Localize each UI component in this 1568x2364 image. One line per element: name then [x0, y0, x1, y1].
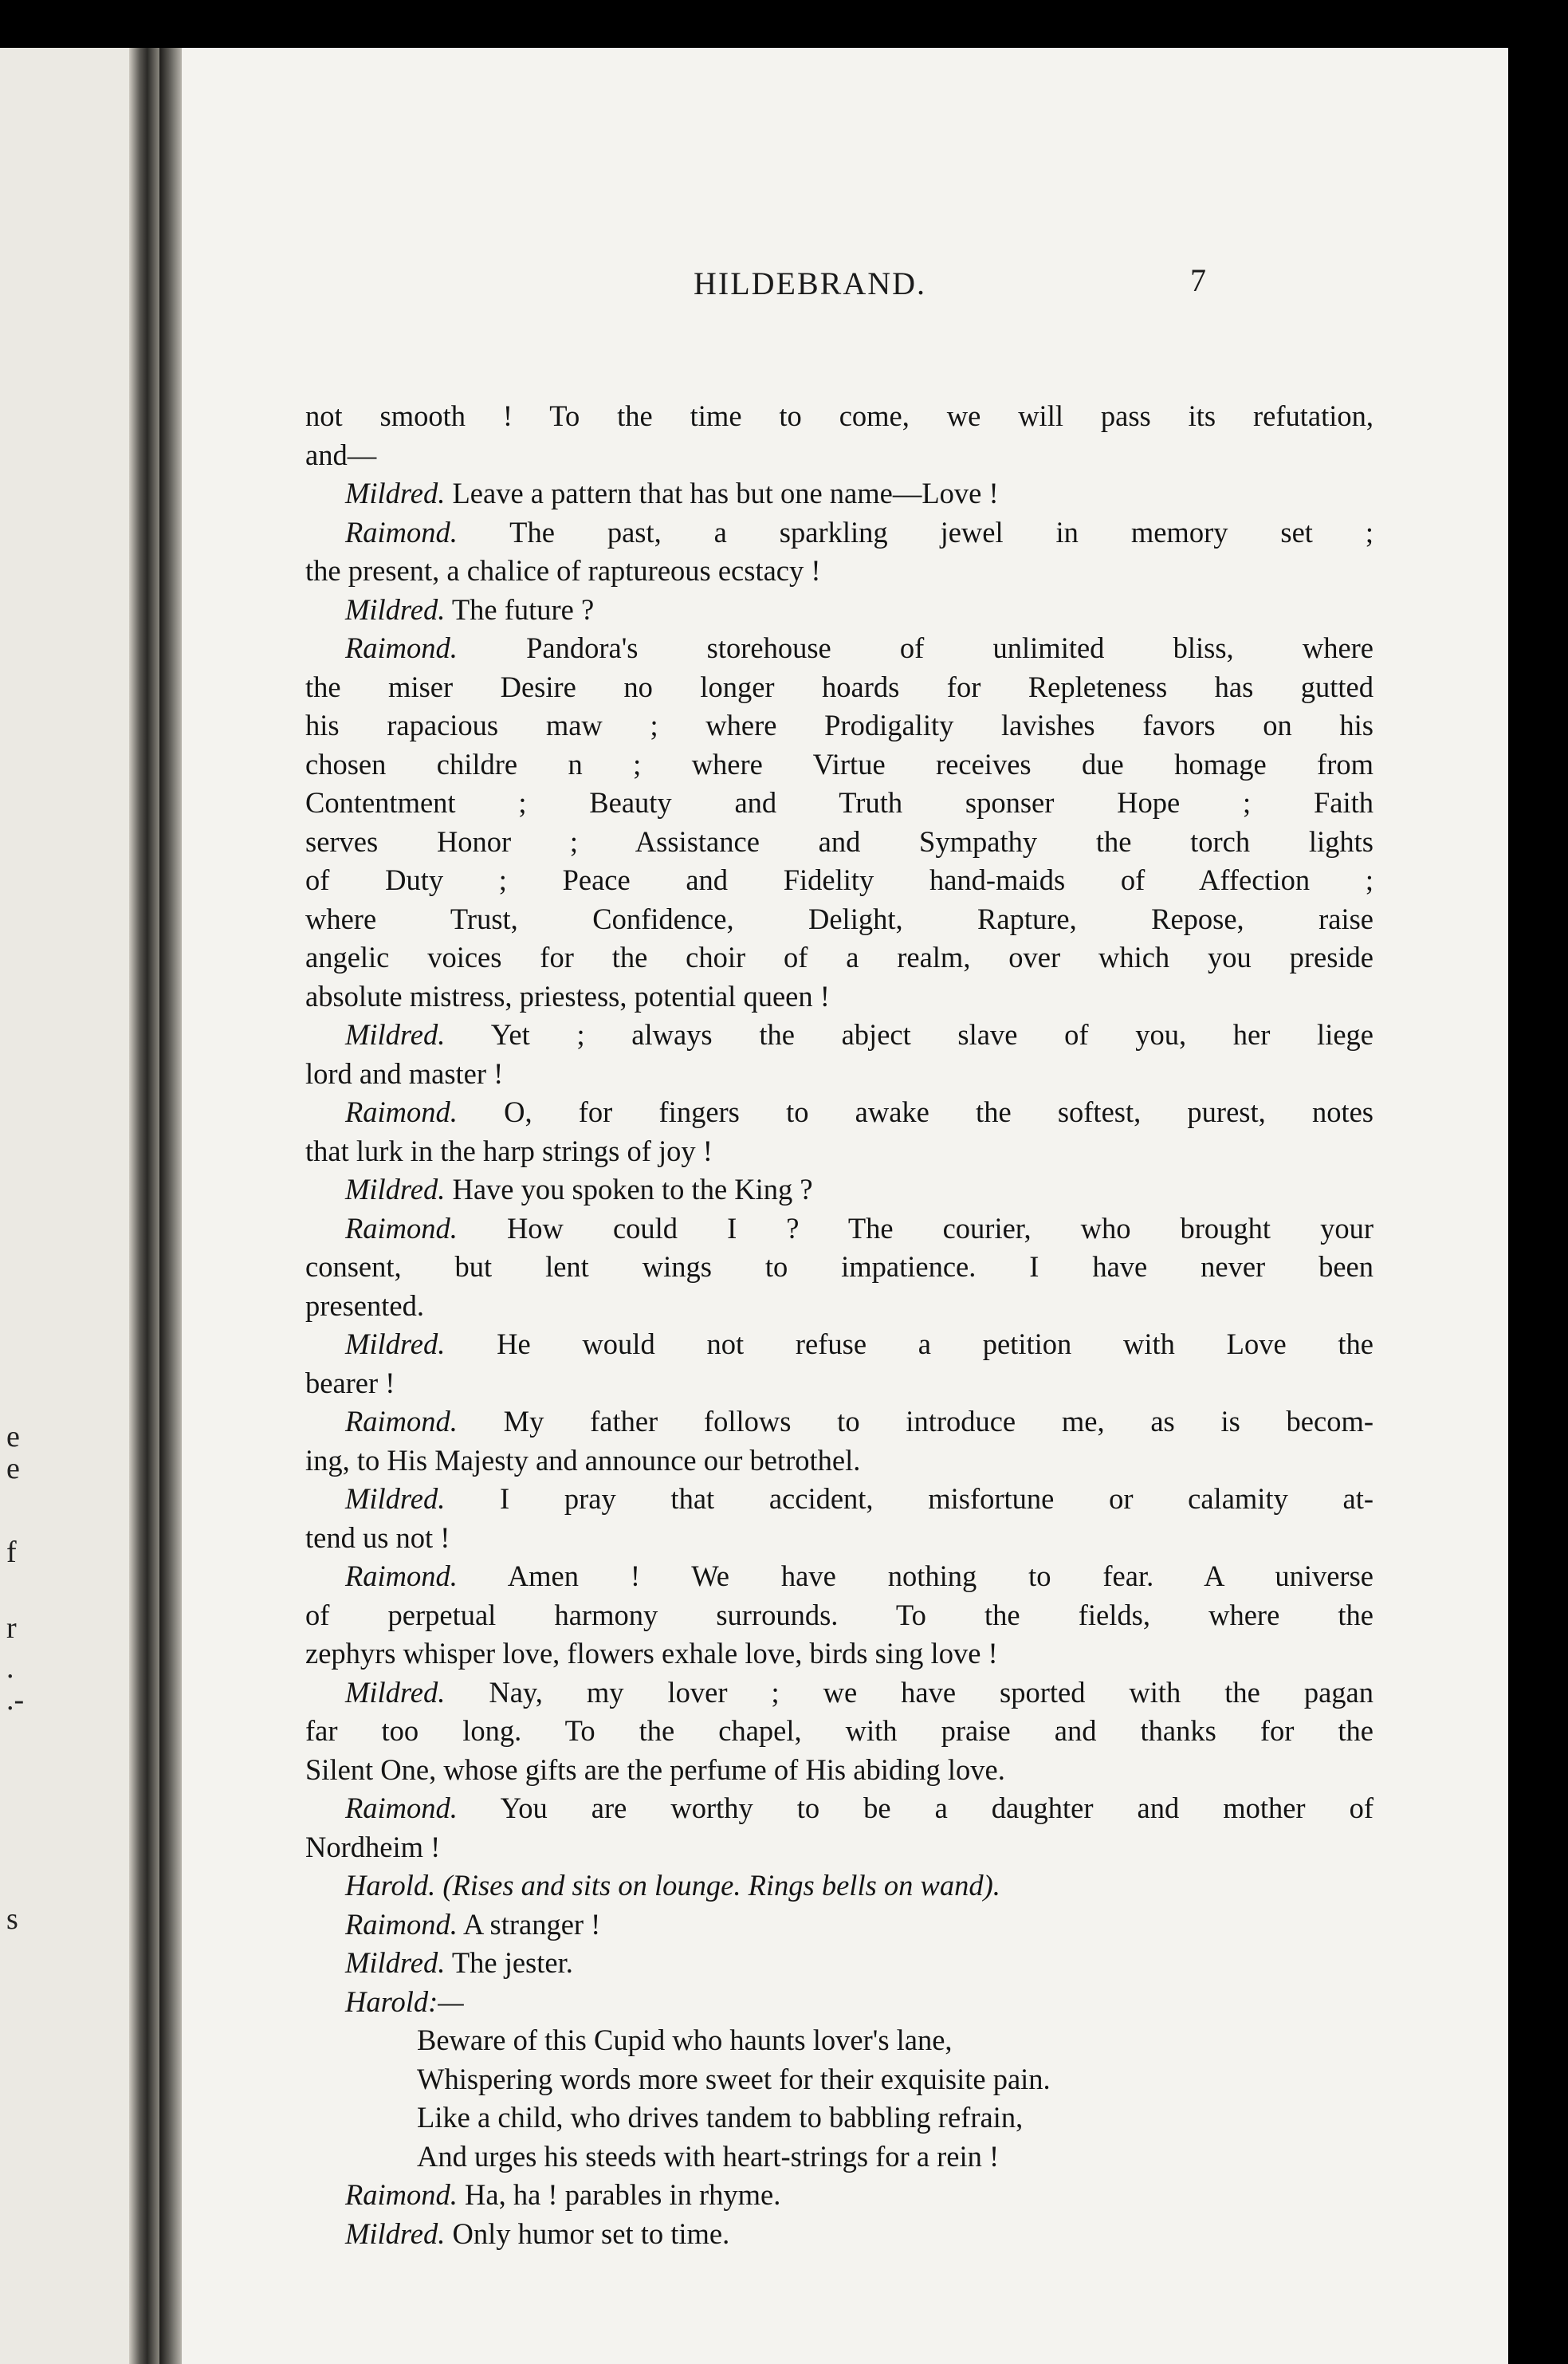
- speaker-name: Raimond.: [345, 631, 458, 664]
- verse-line: [305, 2060, 1373, 2099]
- dialogue-line: [305, 1674, 1373, 1713]
- text-line: [305, 1055, 1373, 1094]
- page-gutter: [129, 48, 159, 2364]
- line-text: absolute mistress, priestess, potential queen !: [305, 979, 830, 1013]
- dialogue-line: [305, 1170, 1373, 1210]
- text-line: [305, 1828, 1373, 1867]
- edge-char: r: [6, 1611, 17, 1645]
- line-text: He would not refuse a petition with Love the: [445, 1328, 1373, 1360]
- speaker-name: Mildred.: [345, 2216, 446, 2250]
- verse-line: [305, 2138, 1373, 2177]
- line-text: Contentment ; Beauty and Truth sponser Hope ; Faith: [305, 786, 1373, 819]
- text-line: [305, 1712, 1373, 1751]
- speaker-name: Mildred.: [345, 477, 446, 509]
- line-text: My father follows to introduce me, as is becom-: [457, 1405, 1373, 1438]
- line-text: serves Honor ; Assistance and Sympathy the torch lights: [305, 824, 1373, 858]
- line-text: not smooth ! To the time to come, we will pass its refutation,: [305, 399, 1373, 432]
- speaker-name: Raimond.: [345, 1907, 458, 1941]
- line-text: ing, to His Majesty and announce our betrothel.: [305, 1443, 861, 1477]
- text-line: [305, 1751, 1373, 1790]
- line-text: Silent One, whose gifts are the perfume of His abiding love.: [305, 1752, 1005, 1786]
- line-text: consent, but lent wings to impatience. I have never been: [305, 1250, 1373, 1283]
- speaker-name: Mildred.: [345, 1018, 446, 1051]
- dialogue-line: [305, 1944, 1373, 1983]
- line-text: and—: [305, 438, 377, 471]
- dialogue-line: [305, 2215, 1373, 2254]
- line-text: Have you spoken to the King ?: [445, 1173, 813, 1206]
- book-page: [159, 48, 1508, 2364]
- facing-page-edge: [0, 48, 159, 2364]
- line-text: The past, a sparkling jewel in memory set ;: [457, 515, 1373, 549]
- dialogue-line: [305, 1016, 1373, 1055]
- text-line: [305, 977, 1373, 1017]
- edge-char: .-: [6, 1683, 25, 1717]
- line-text: Leave a pattern that has but one name—Love !: [445, 477, 999, 509]
- edge-char: e: [6, 1420, 20, 1453]
- line-text: Nay, my lover ; we have sported with the pagan: [445, 1675, 1373, 1709]
- dialogue-line: [305, 1210, 1373, 1249]
- running-head: HILDEBRAND.: [694, 266, 926, 301]
- dialogue-line: [305, 513, 1373, 553]
- text-line: [305, 397, 1373, 436]
- speaker-name: Raimond.: [345, 1211, 458, 1245]
- dialogue-line: [305, 1480, 1373, 1519]
- play-text: [305, 397, 1373, 2253]
- speaker-name: Raimond.: [345, 2178, 458, 2211]
- line-text: tend us not !: [305, 1520, 450, 1554]
- text-line: [305, 1634, 1373, 1674]
- line-text: chosen childre n ; where Virtue receives due homage from: [305, 747, 1373, 781]
- speaker-name: Mildred.: [345, 1173, 446, 1206]
- dialogue-line: [305, 1789, 1373, 1828]
- text-line: [305, 1596, 1373, 1635]
- speaker-name: Mildred.: [345, 592, 446, 626]
- speaker-name: Raimond.: [345, 1405, 458, 1438]
- text-line: [305, 784, 1373, 823]
- line-text: You are worthy to be a daughter and mother of: [457, 1792, 1373, 1824]
- line-text: Like a child, who drives tandem to babbling refrain,: [417, 2101, 1024, 2134]
- text-line: [305, 900, 1373, 939]
- line-text: Whispering words more sweet for their exquisite pain.: [417, 2062, 1051, 2095]
- line-text: O, for fingers to awake the softest, purest, notes: [457, 1095, 1373, 1128]
- speaker-name: Harold.: [345, 1869, 436, 1902]
- dialogue-line: [305, 1093, 1373, 1132]
- text-line: [305, 1519, 1373, 1558]
- text-line: [305, 1132, 1373, 1171]
- line-text: Only humor set to time.: [445, 2216, 730, 2250]
- line-text: Nordheim !: [305, 1830, 441, 1863]
- dialogue-line: [305, 591, 1373, 630]
- line-text: zephyrs whisper love, flowers exhale love, birds sing love !: [305, 1637, 998, 1670]
- text-line: [305, 1442, 1373, 1481]
- line-text: Yet ; always the abject slave of you, her liege: [445, 1018, 1373, 1051]
- dialogue-line: [305, 1983, 1373, 2022]
- dialogue-line: [305, 1557, 1373, 1596]
- line-text: the present, a chalice of raptureous ecstacy !: [305, 554, 821, 587]
- line-text: The jester.: [445, 1946, 573, 1979]
- dialogue-line: [305, 1906, 1373, 1945]
- line-text: Amen ! We have nothing to fear. A universe: [457, 1560, 1373, 1592]
- speaker-name: Raimond.: [345, 1792, 458, 1824]
- text-line: [305, 938, 1373, 977]
- line-text: that lurk in the harp strings of joy !: [305, 1134, 713, 1167]
- speaker-name: Harold:—: [345, 1984, 464, 2018]
- line-text: Beware of this Cupid who haunts lover's lane,: [417, 2024, 953, 2056]
- line-text: far too long. To the chapel, with praise and thanks for the: [305, 1714, 1373, 1747]
- verse-line: [305, 2021, 1373, 2060]
- speaker-name: Mildred.: [345, 1946, 446, 1979]
- text-line: [305, 1248, 1373, 1287]
- dialogue-line: [305, 1866, 1373, 1906]
- speaker-name: Raimond.: [345, 515, 458, 549]
- page-binding: [159, 48, 182, 2364]
- speaker-name: Mildred.: [345, 1482, 446, 1515]
- text-line: [305, 1287, 1373, 1326]
- line-text: angelic voices for the choir of a realm, over which you preside: [305, 941, 1373, 974]
- text-line: [305, 706, 1373, 745]
- dialogue-line: [305, 1325, 1373, 1364]
- line-text: presented.: [305, 1288, 424, 1322]
- dialogue-line: [305, 1402, 1373, 1442]
- line-text: And urges his steeds with heart-strings for a rein !: [417, 2139, 1000, 2173]
- line-text: How could I ? The courier, who brought your: [457, 1211, 1373, 1245]
- text-line: [305, 745, 1373, 785]
- text-line: [305, 436, 1373, 475]
- line-text: Pandora's storehouse of unlimited bliss, where: [457, 631, 1373, 664]
- dialogue-line: [305, 629, 1373, 668]
- text-line: [305, 861, 1373, 900]
- page-number: 7: [1190, 262, 1206, 298]
- text-line: [305, 668, 1373, 707]
- edge-char: e: [6, 1452, 20, 1485]
- speaker-name: Mildred.: [345, 1675, 446, 1709]
- line-text: the miser Desire no longer hoards for Repleteness has gutted: [305, 670, 1373, 703]
- line-text: I pray that accident, misfortune or calamity at-: [445, 1482, 1373, 1515]
- text-line: [305, 1364, 1373, 1403]
- dialogue-line: [305, 2176, 1373, 2215]
- text-line: [305, 552, 1373, 591]
- edge-char: s: [6, 1902, 18, 1936]
- line-text: of Duty ; Peace and Fidelity hand-maids of Affection ;: [305, 863, 1373, 896]
- text-line: [305, 823, 1373, 862]
- speaker-name: Raimond.: [345, 1560, 458, 1592]
- line-text: lord and master !: [305, 1056, 504, 1090]
- edge-char: .: [6, 1651, 14, 1685]
- line-text: The future ?: [445, 592, 595, 626]
- line-text: Ha, ha ! parables in rhyme.: [457, 2178, 781, 2211]
- edge-char: f: [6, 1536, 17, 1569]
- line-text: of perpetual harmony surrounds. To the fields, where the: [305, 1598, 1373, 1631]
- line-text: (Rises and sits on lounge. Rings bells on wand).: [435, 1869, 1000, 1902]
- line-text: his rapacious maw ; where Prodigality lavishes favors on his: [305, 709, 1373, 741]
- verse-line: [305, 2098, 1373, 2138]
- line-text: A stranger !: [457, 1907, 601, 1941]
- line-text: where Trust, Confidence, Delight, Rapture, Repose, raise: [305, 902, 1373, 935]
- speaker-name: Mildred.: [345, 1328, 446, 1360]
- dialogue-line: [305, 474, 1373, 513]
- line-text: bearer !: [305, 1366, 395, 1399]
- speaker-name: Raimond.: [345, 1095, 458, 1128]
